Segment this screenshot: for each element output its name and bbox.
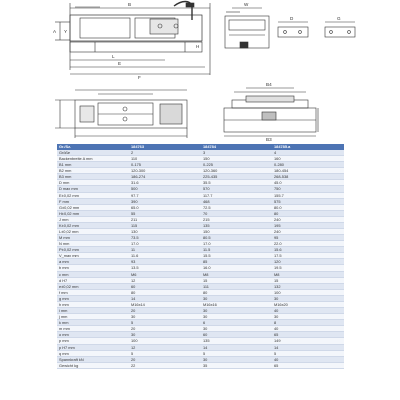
value-cell: 120-360: [201, 168, 272, 174]
value-cell: 111: [201, 283, 272, 289]
value-cell: 95: [272, 235, 344, 241]
value-cell: 0-280: [272, 162, 344, 168]
value-cell: 45.0: [272, 180, 344, 186]
value-cell: 12: [129, 344, 201, 350]
value-cell: 570: [201, 186, 272, 192]
value-cell: M8: [201, 271, 272, 277]
value-cell: 5: [129, 350, 201, 356]
value-cell: 195: [272, 222, 344, 228]
dim-label-d: D: [290, 16, 294, 21]
value-cell: 150: [201, 156, 272, 162]
header-cell: 184785.a: [272, 144, 344, 150]
table-body: [57, 150, 344, 368]
value-cell: 80.5: [201, 235, 272, 241]
value-cell: 180-454: [272, 168, 344, 174]
value-cell: 22.0: [272, 241, 344, 247]
value-cell: 93: [129, 259, 201, 265]
value-cell: 268-538: [272, 174, 344, 180]
row-label-cell: Backenbreite A mm: [57, 156, 129, 162]
row-label-cell: p H7 mm: [57, 344, 129, 350]
value-cell: 30: [272, 295, 344, 301]
dim-label-y: Y: [64, 29, 68, 34]
row-label-cell: B2 mm: [57, 168, 129, 174]
value-cell: 22: [129, 362, 201, 368]
value-cell: 150: [201, 229, 272, 235]
dim-label-a: A: [53, 29, 57, 34]
row-label-cell: j mm: [57, 314, 129, 320]
value-cell: 30: [201, 356, 272, 362]
value-cell: 80: [129, 289, 201, 295]
value-cell: 130: [129, 229, 201, 235]
header-cell: 184763: [129, 144, 201, 150]
value-cell: 17.0: [129, 241, 201, 247]
row-label-cell: g mm: [57, 295, 129, 301]
row-label-cell: f mm: [57, 289, 129, 295]
value-cell: 500: [129, 186, 201, 192]
row-label-cell: Spannkraft kN: [57, 356, 129, 362]
value-cell: 80.0: [272, 204, 344, 210]
value-cell: 186-274: [129, 174, 201, 180]
value-cell: 20: [129, 308, 201, 314]
value-cell: 20: [129, 356, 201, 362]
row-label-cell: N mm: [57, 241, 129, 247]
value-cell: 40: [272, 356, 344, 362]
value-cell: 15: [272, 277, 344, 283]
value-cell: 70: [201, 210, 272, 216]
row-label-cell: p mm: [57, 338, 129, 344]
value-cell: 100: [272, 289, 344, 295]
value-cell: 0-225: [201, 162, 272, 168]
value-cell: M16x16: [201, 301, 272, 307]
row-label-cell: M mm: [57, 235, 129, 241]
value-cell: 30: [129, 314, 201, 320]
value-cell: 5: [129, 320, 201, 326]
value-cell: 65: [272, 332, 344, 338]
value-cell: 15.6: [272, 247, 344, 253]
value-cell: 135: [201, 222, 272, 228]
value-cell: 240: [272, 229, 344, 235]
value-cell: 14: [201, 344, 272, 350]
value-cell: 4: [272, 150, 344, 156]
row-label-cell: P±0,02 mm: [57, 247, 129, 253]
value-cell: 390: [129, 198, 201, 204]
value-cell: 215: [201, 216, 272, 222]
row-label-cell: Größe: [57, 150, 129, 156]
value-cell: 160: [272, 156, 344, 162]
row-label-cell: K±0,02 mm: [57, 222, 129, 228]
value-cell: 20: [129, 326, 201, 332]
spec-table: [57, 144, 344, 369]
value-cell: 60: [129, 283, 201, 289]
row-label-cell: D mm: [57, 180, 129, 186]
value-cell: 16.0: [201, 265, 272, 271]
value-cell: 11: [129, 247, 201, 253]
row-label-cell: d H7: [57, 277, 129, 283]
value-cell: 115: [129, 222, 201, 228]
value-cell: 30: [272, 314, 344, 320]
value-cell: 97.7: [129, 192, 201, 198]
value-cell: 149: [272, 338, 344, 344]
value-cell: 155.7: [272, 192, 344, 198]
value-cell: 35: [201, 362, 272, 368]
value-cell: 17.5: [272, 253, 344, 259]
value-cell: 11.6: [129, 253, 201, 259]
row-label-cell: a mm: [57, 259, 129, 265]
row-label-cell: H±0,02 mm: [57, 210, 129, 216]
value-cell: 120: [272, 259, 344, 265]
value-cell: 117.7: [201, 192, 272, 198]
row-label-cell: L±0,02 mm: [57, 229, 129, 235]
value-cell: 5: [201, 350, 272, 356]
value-cell: 135: [201, 338, 272, 344]
value-cell: 6: [201, 320, 272, 326]
row-label-cell: i mm: [57, 308, 129, 314]
value-cell: M16x14: [129, 301, 201, 307]
bottom-view: [55, 90, 187, 138]
row-label-cell: Gewicht kg: [57, 362, 129, 368]
row-label-cell: J mm: [57, 216, 129, 222]
value-cell: 72.5: [201, 204, 272, 210]
value-cell: 15: [201, 277, 272, 283]
header-cell: 184784: [201, 144, 272, 150]
value-cell: 8: [272, 320, 344, 326]
row-label-cell: V_max mm: [57, 253, 129, 259]
dim-label-b4: B4: [266, 82, 272, 87]
value-cell: 30: [201, 308, 272, 314]
value-cell: 19.5: [272, 265, 344, 271]
value-cell: 240: [272, 216, 344, 222]
value-cell: M8: [272, 271, 344, 277]
row-label-cell: G±0,02 mm: [57, 204, 129, 210]
value-cell: 132: [272, 283, 344, 289]
side-view: [225, 8, 355, 48]
value-cell: 14: [272, 344, 344, 350]
value-cell: 60: [201, 332, 272, 338]
value-cell: 73.5: [129, 235, 201, 241]
value-cell: 211: [129, 216, 201, 222]
row-label-cell: B3 mm: [57, 174, 129, 180]
header-cell: Gr./Sz.: [57, 144, 129, 150]
dim-label-f: F: [138, 75, 141, 80]
technical-drawing: [0, 0, 400, 142]
dim-label-b3: B3: [266, 137, 272, 142]
row-label-cell: o mm: [57, 332, 129, 338]
value-cell: 468: [201, 198, 272, 204]
top-view: [55, 2, 210, 76]
value-cell: 15.5: [201, 253, 272, 259]
value-cell: 65: [272, 362, 344, 368]
value-cell: 14: [129, 295, 201, 301]
value-cell: 120-300: [129, 168, 201, 174]
value-cell: 110: [129, 156, 201, 162]
dim-label-b: B: [128, 2, 132, 7]
dim-label-e: E: [118, 61, 122, 66]
value-cell: 11.5: [201, 247, 272, 253]
table-row: [57, 362, 344, 368]
value-cell: 13.5: [129, 265, 201, 271]
dim-label-h: H: [196, 44, 200, 49]
row-label-cell: F mm: [57, 198, 129, 204]
row-label-cell: c mm: [57, 271, 129, 277]
front-view: [224, 88, 318, 136]
value-cell: 5: [272, 350, 344, 356]
value-cell: 80: [272, 210, 344, 216]
value-cell: 40: [272, 326, 344, 332]
dim-label-l: L: [112, 54, 115, 59]
value-cell: 575: [272, 198, 344, 204]
value-cell: 17.0: [201, 241, 272, 247]
value-cell: 30: [129, 332, 201, 338]
row-label-cell: m mm: [57, 326, 129, 332]
dim-label-g: G: [337, 16, 341, 21]
value-cell: 85: [201, 259, 272, 265]
dim-label-w: W: [244, 2, 249, 7]
value-cell: 30: [201, 326, 272, 332]
value-cell: 100: [129, 338, 201, 344]
row-label-cell: q mm: [57, 350, 129, 356]
row-label-cell: E±0,02 mm: [57, 192, 129, 198]
row-label-cell: b mm: [57, 265, 129, 271]
value-cell: 3: [201, 150, 272, 156]
value-cell: 30: [201, 295, 272, 301]
value-cell: 40: [272, 308, 344, 314]
value-cell: 30: [201, 314, 272, 320]
value-cell: 35.5: [201, 180, 272, 186]
value-cell: 31.6: [129, 180, 201, 186]
row-label-cell: e±0,02 mm: [57, 283, 129, 289]
row-label-cell: B1 mm: [57, 162, 129, 168]
value-cell: M16x20: [272, 301, 344, 307]
row-label-cell: h mm: [57, 301, 129, 307]
value-cell: 80: [201, 289, 272, 295]
row-label-cell: k mm: [57, 320, 129, 326]
value-cell: 225-435: [201, 174, 272, 180]
spec-table-container: [57, 144, 344, 369]
value-cell: 55: [129, 210, 201, 216]
value-cell: 2: [129, 150, 201, 156]
drawing-svg: [0, 0, 400, 142]
value-cell: 750: [272, 186, 344, 192]
value-cell: 0-175: [129, 162, 201, 168]
value-cell: 12: [129, 277, 201, 283]
row-label-cell: D max mm: [57, 186, 129, 192]
value-cell: 65.0: [129, 204, 201, 210]
value-cell: M6: [129, 271, 201, 277]
